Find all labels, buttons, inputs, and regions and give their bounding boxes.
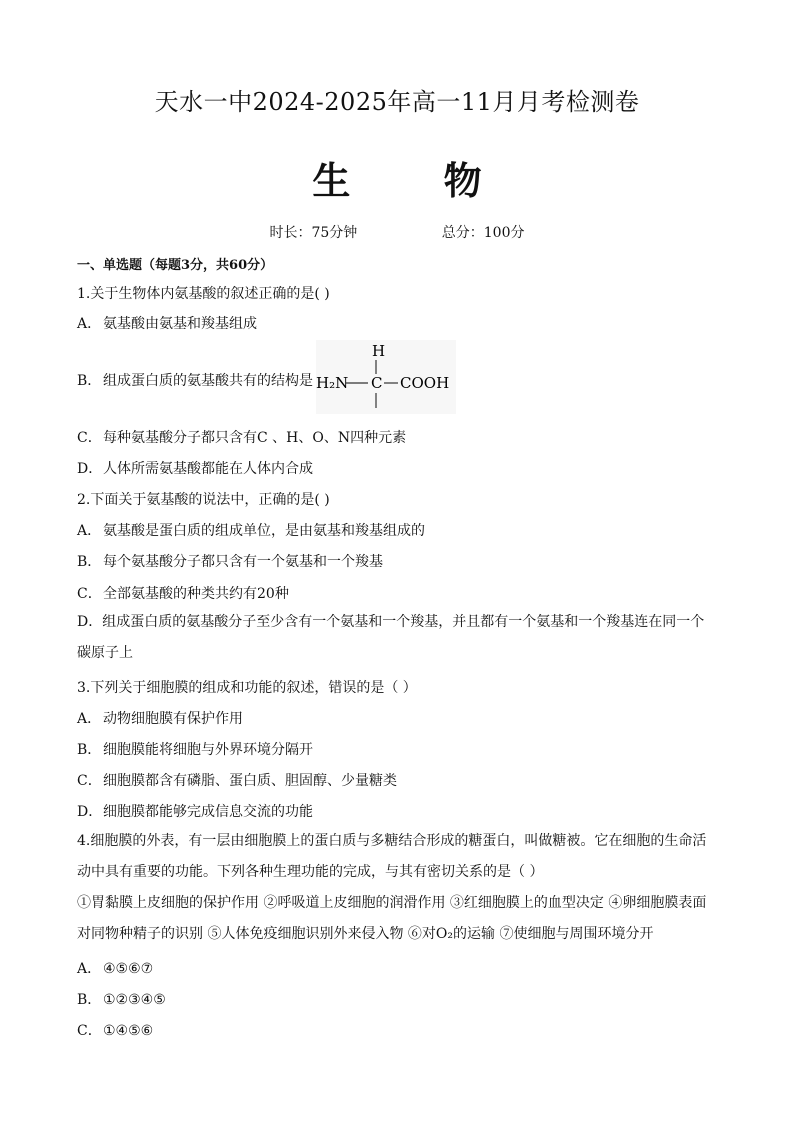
q3-option-d [77,801,313,821]
option-label: C． [77,430,102,446]
q1-option-a [77,313,257,333]
option-text: 细胞膜能将细胞与外界环境分隔开 [103,742,313,758]
q1-option-d [77,458,313,478]
option-label: D． [77,614,103,630]
option-label: A． [77,961,102,977]
option-text: ①④⑤⑥ [103,1023,154,1039]
option-label: D． [77,461,103,477]
option-label: D． [77,804,103,820]
option-label: A． [77,316,102,332]
exam-meta [0,222,794,242]
q2-option-c [77,583,289,603]
option-label: B． [77,554,102,570]
option-text: 组成蛋白质的氨基酸分子至少含有一个氨基和一个羧基，并且都有一个氨基和一个羧基连在同一个碳原子上 [77,614,705,661]
q2-option-a [77,520,425,540]
q3-option-a [77,708,243,728]
option-label: B． [77,992,102,1008]
option-text: 全部氨基酸的种类共约有20种 [103,586,289,602]
q1-option-b [77,370,313,390]
formula-cooh: COOH [400,374,450,392]
q2-option-d [77,607,717,669]
option-text: 细胞膜都含有磷脂、蛋白质、胆固醇、少量糖类 [103,773,397,789]
question-3-stem: 3.下列关于细胞膜的组成和功能的叙述，错误的是（ ） [77,680,417,696]
formula-nh2: H₂N [316,374,349,392]
q2-option-b [77,551,383,571]
amino-acid-structure-formula [316,340,456,414]
formula-c: C [371,374,383,392]
option-text: ①②③④⑤ [103,992,166,1008]
duration-text: 时长：75分钟 [269,225,358,241]
option-text: 组成蛋白质的氨基酸共有的结构是 [103,373,313,389]
option-text: 氨基酸由氨基和羧基组成 [103,316,257,332]
section-title: 一、单选题（每题3分，共60分） [77,258,274,273]
exam-title: 天水一中2024-2025年高一11月月考检测卷 [154,88,640,116]
q4-option-c [77,1020,153,1040]
subject-title: 生 物 [312,159,522,203]
question-4-stem: 4.细胞膜的外表，有一层由细胞膜上的蛋白质与多糖结合形成的糖蛋白，叫做糖被。它在细胞的生命活动中具有重要的功能。下列各种生理功能的完成，与其有密切关系的是（ ） [77,833,707,880]
option-label: A． [77,711,102,727]
option-text: 动物细胞膜有保护作用 [103,711,243,727]
q3-option-c [77,770,397,790]
option-text: 每个氨基酸分子都只含有一个氨基和一个羧基 [103,554,383,570]
formula-h: H [372,342,386,360]
question-4-items: ①胃黏膜上皮细胞的保护作用 ②呼吸道上皮细胞的润滑作用 ③红细胞膜上的血型决定 ④卵细胞膜表面对同物种精子的识别 ⑤人体免疫细胞识别外来侵入物 ⑥对O₂的运输 ⑦使细胞与周围环境分开 [77,895,707,942]
option-label: A． [77,523,102,539]
q1-option-c [77,427,406,447]
option-text: 氨基酸是蛋白质的组成单位，是由氨基和羧基组成的 [103,523,425,539]
total-score-text: 总分：100分 [441,225,525,241]
q4-option-a [77,958,153,978]
question-1-stem: 1.关于生物体内氨基酸的叙述正确的是( ) [77,286,330,302]
option-text: 细胞膜都能够完成信息交流的功能 [103,804,313,820]
option-text: 每种氨基酸分子都只含有C 、H、O、N四种元素 [103,430,407,446]
option-text: ④⑤⑥⑦ [103,961,154,977]
option-label: C． [77,773,102,789]
question-2-stem: 2.下面关于氨基酸的说法中，正确的是( ) [77,492,330,508]
option-label: B． [77,373,102,389]
option-label: C． [77,1023,102,1039]
option-label: C． [77,586,102,602]
option-text: 人体所需氨基酸都能在人体内合成 [103,461,313,477]
q3-option-b [77,739,313,759]
option-label: B． [77,742,102,758]
q4-option-b [77,989,166,1009]
